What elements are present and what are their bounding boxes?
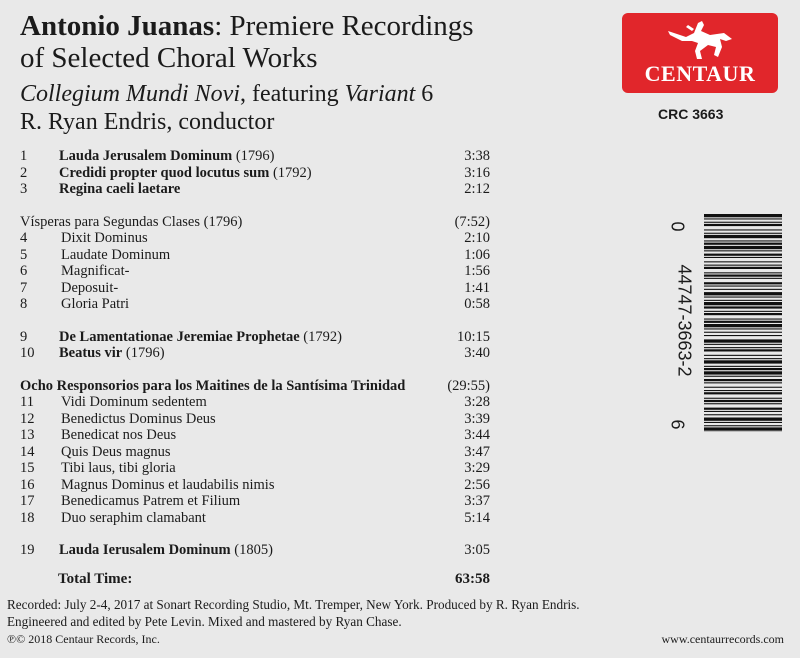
barcode-bar xyxy=(704,218,782,219)
suite-heading-visperas xyxy=(20,214,490,231)
track-title: Vidi Dominum sedentem xyxy=(61,394,207,410)
track-row xyxy=(20,280,490,297)
barcode-bar xyxy=(704,306,782,308)
track-title: Deposuit- xyxy=(61,279,119,296)
track-number: 15 xyxy=(20,460,35,476)
track-row xyxy=(20,165,490,182)
barcode-bar xyxy=(704,382,782,383)
track-duration: 3:16 xyxy=(464,164,490,181)
copyright: ℗© 2018 Centaur Records, Inc. xyxy=(7,632,160,646)
barcode-bar xyxy=(704,254,782,256)
barcode-digit-bottom: 6 xyxy=(667,419,688,430)
barcode-bar xyxy=(704,214,782,217)
barcode-bar xyxy=(704,403,782,404)
track-row xyxy=(20,542,490,559)
barcode-bar xyxy=(704,414,782,415)
track-row xyxy=(20,477,490,494)
barcode-bar xyxy=(704,335,782,336)
barcode-bar xyxy=(704,289,782,290)
suite-title: Ocho Responsorios para los Maitines de la Santísima Trinidad xyxy=(20,377,406,394)
barcode-bar xyxy=(704,267,782,269)
barcode-bar xyxy=(704,366,782,367)
barcode-bar xyxy=(704,243,782,245)
track-number: 10 xyxy=(20,345,35,361)
track-duration: 3:05 xyxy=(464,542,490,558)
track-title: Credidi propter quod locutus sum (1792) xyxy=(59,164,312,181)
barcode-bar xyxy=(704,376,782,377)
track-duration: 2:12 xyxy=(464,181,490,197)
track-title: Beatus vir (1796) xyxy=(59,345,165,361)
variant-number: 6 xyxy=(415,81,434,107)
track-duration: 10:15 xyxy=(456,328,490,345)
suite-heading-responsorios xyxy=(20,378,490,395)
barcode-bar xyxy=(704,328,782,329)
track-title: Dixit Dominus xyxy=(61,230,148,246)
barcode-bar xyxy=(704,257,782,258)
logo-word: CENTAUR xyxy=(644,61,756,86)
total-label: Total Time: xyxy=(58,571,133,587)
catalog-number: CRC 3663 xyxy=(658,106,724,122)
title-line2: of Selected Choral Works xyxy=(20,42,318,74)
track-title: Magnificat- xyxy=(61,263,130,279)
track-number: 3 xyxy=(20,181,28,197)
barcode-bar xyxy=(704,278,782,279)
barcode-bar xyxy=(704,240,782,241)
track-number: 13 xyxy=(20,427,35,443)
track-number: 11 xyxy=(20,394,34,410)
track-title: Lauda Jerusalem Dominum (1796) xyxy=(59,148,275,164)
suite-duration: (29:55) xyxy=(447,377,490,394)
track-row xyxy=(20,296,490,313)
barcode-bar xyxy=(704,272,782,273)
barcode-bar xyxy=(704,425,782,426)
barcode-digit-main: 44747-3663-2 xyxy=(674,264,695,377)
barcode-bar xyxy=(704,355,782,356)
track-duration: 1:56 xyxy=(464,263,490,279)
centaur-logo xyxy=(622,13,778,93)
barcode-bar xyxy=(704,275,782,277)
track-duration: 5:14 xyxy=(464,509,490,526)
track-title: Regina caeli laetare xyxy=(59,181,181,197)
tracks-group-a xyxy=(20,148,490,198)
track-title: De Lamentationae Jeremiae Prophetae (1792) xyxy=(59,328,342,345)
barcode-bar xyxy=(704,398,782,399)
track-number: 4 xyxy=(20,230,28,246)
track-duration: 1:06 xyxy=(464,246,490,263)
track-number: 7 xyxy=(20,279,28,296)
track-row xyxy=(20,427,490,444)
track-title: Magnus Dominus et laudabilis nimis xyxy=(61,476,275,493)
track-title: Tibi laus, tibi gloria xyxy=(61,460,176,476)
track-number: 6 xyxy=(20,263,28,279)
barcode-bar xyxy=(704,222,782,223)
barcode-bar xyxy=(704,233,782,234)
barcode-bar xyxy=(704,347,782,348)
barcode-bar xyxy=(704,349,782,351)
total-duration: 63:58 xyxy=(455,571,490,587)
barcode-bar xyxy=(704,235,782,238)
track-row xyxy=(20,247,490,264)
barcode-digits xyxy=(667,214,702,434)
barcode-bar xyxy=(704,360,782,363)
track-number: 8 xyxy=(20,296,28,312)
track-duration: 3:47 xyxy=(464,443,490,460)
track-title: Benedicamus Patrem et Filium xyxy=(61,493,241,509)
track-duration: 3:29 xyxy=(464,460,490,476)
barcode-bar xyxy=(704,319,782,320)
barcode-bar xyxy=(704,282,782,284)
barcode-bar xyxy=(704,332,782,333)
tracks-group-b xyxy=(20,230,490,313)
performers xyxy=(20,80,580,108)
track-duration: 3:39 xyxy=(464,410,490,427)
track-number: 2 xyxy=(20,164,28,181)
track-row xyxy=(20,345,490,362)
track-row xyxy=(20,493,490,510)
barcode-bar xyxy=(704,387,782,388)
tracks-group-d xyxy=(20,394,490,526)
suite-title: Vísperas para Segundas Clases (1796) xyxy=(20,213,243,230)
credits-line-2: Engineered and edited by Pete Levin. Mixed and mastered by Ryan Chase. xyxy=(7,613,402,629)
barcode-bar xyxy=(704,313,782,315)
track-duration: 2:56 xyxy=(464,476,490,493)
track-duration: 1:41 xyxy=(464,279,490,296)
barcode-bar xyxy=(704,344,782,345)
album-title xyxy=(20,10,580,74)
track-duration: 2:10 xyxy=(464,230,490,246)
barcode-bar xyxy=(704,390,782,391)
track-list xyxy=(20,148,490,559)
barcode-bar xyxy=(704,261,782,262)
barcode-bar xyxy=(704,324,782,327)
barcode-bar xyxy=(704,286,782,287)
barcode-bar xyxy=(704,224,782,226)
barcode-bar xyxy=(704,292,782,295)
track-title: Laudate Dominum xyxy=(61,246,171,263)
track-title: Lauda Ierusalem Dominum (1805) xyxy=(59,542,273,558)
track-duration: 3:38 xyxy=(464,148,490,164)
barcode-bar xyxy=(704,422,782,423)
track-row xyxy=(20,148,490,165)
track-number: 16 xyxy=(20,476,35,493)
barcode-bar xyxy=(704,400,782,402)
tracks-group-c xyxy=(20,329,490,362)
barcode-bar xyxy=(704,297,782,298)
conductor: R. Ryan Endris, conductor xyxy=(20,109,275,135)
barcode-bar xyxy=(704,427,782,430)
barcode-bar xyxy=(704,246,782,249)
track-duration: 3:40 xyxy=(464,345,490,361)
track-row xyxy=(20,181,490,198)
title-rest: : Premiere Recordings xyxy=(214,10,474,42)
barcode-bar xyxy=(704,250,782,251)
track-title: Benedictus Dominus Deus xyxy=(61,410,216,427)
barcode-bar xyxy=(704,311,782,312)
barcode-bar xyxy=(704,358,782,359)
barcode-bar xyxy=(704,392,782,394)
track-row xyxy=(20,510,490,527)
track-number: 18 xyxy=(20,509,35,526)
barcode-bar xyxy=(704,302,782,305)
suite-duration: (7:52) xyxy=(454,213,490,230)
track-number: 9 xyxy=(20,328,28,345)
barcode-bar xyxy=(704,229,782,230)
barcode-bar xyxy=(704,339,782,342)
track-title: Benedicat nos Deus xyxy=(61,427,177,443)
credits-line-1: Recorded: July 2-4, 2017 at Sonart Recording Studio, Mt. Tremper, New York. Produced by R. Ryan Endris. xyxy=(7,597,580,612)
barcode-digit-top: 0 xyxy=(667,221,688,232)
barcode-bar xyxy=(704,418,782,421)
track-row xyxy=(20,329,490,346)
ensemble-name: Collegium Mundi Novi xyxy=(20,81,240,107)
album-header xyxy=(20,10,580,136)
website-url: www.centaurrecords.com xyxy=(661,632,784,646)
barcode-bar xyxy=(704,379,782,381)
track-title: Quis Deus magnus xyxy=(61,443,171,460)
track-number: 17 xyxy=(20,493,35,509)
track-number: 19 xyxy=(20,542,35,558)
barcode-bar xyxy=(704,368,782,370)
barcode-bar xyxy=(704,411,782,412)
barcode-bar xyxy=(704,408,782,410)
track-number: 12 xyxy=(20,410,35,427)
track-number: 5 xyxy=(20,246,28,263)
composer-name: Antonio Juanas xyxy=(20,10,215,42)
barcode-bar xyxy=(704,300,782,301)
track-number: 1 xyxy=(20,148,28,164)
track-duration: 0:58 xyxy=(464,296,490,312)
track-duration: 3:44 xyxy=(464,427,490,443)
featuring-text: , featuring xyxy=(239,81,345,107)
track-title: Duo seraphim clamabant xyxy=(61,509,206,526)
track-row xyxy=(20,460,490,477)
track-title: Gloria Patri xyxy=(61,296,130,312)
variant-name: Variant xyxy=(344,81,416,107)
track-duration: 3:37 xyxy=(464,493,490,509)
barcode-bar xyxy=(704,321,782,323)
total-time xyxy=(58,571,490,588)
track-row xyxy=(20,444,490,461)
track-row xyxy=(20,411,490,428)
recording-credits xyxy=(7,597,787,630)
track-number: 14 xyxy=(20,443,35,460)
track-row xyxy=(20,394,490,411)
centaur-icon xyxy=(664,17,736,63)
track-duration: 3:28 xyxy=(464,394,490,410)
track-row xyxy=(20,263,490,280)
track-row xyxy=(20,230,490,247)
barcode-bar xyxy=(704,265,782,266)
barcode-bar xyxy=(704,371,782,374)
